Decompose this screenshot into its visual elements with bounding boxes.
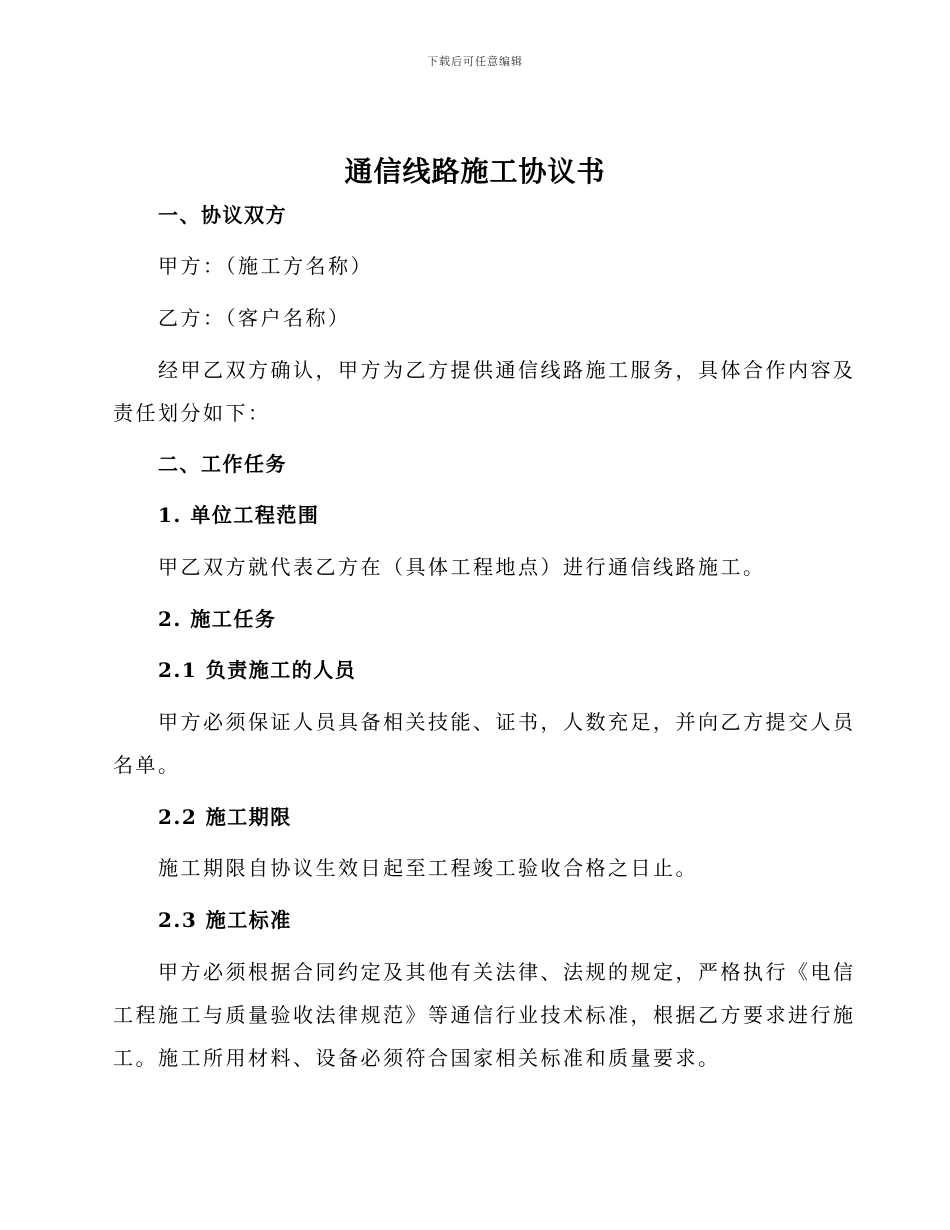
scope-text: 甲乙双方就代表乙方在（具体工程地点）进行通信线路施工。 [158,555,766,579]
subheading-standards: 2.3 施工标准 [158,908,292,932]
subheading-scope: 1. 单位工程范围 [158,503,320,527]
section-heading-parties: 一、协议双方 [158,203,287,227]
subheading-construction-tasks: 2. 施工任务 [158,607,277,631]
personnel-text-line-2: 名单。 [113,753,181,777]
standards-text-line-1: 甲方必须根据合同约定及其他有关法律、法规的规定，严格执行《电信 [158,960,856,984]
document-title: 通信线路施工协议书 [344,155,606,188]
party-b-line: 乙方：（客户名称） [158,306,351,330]
subheading-personnel: 2.1 负责施工的人员 [158,658,357,682]
intro-paragraph-line-1: 经甲乙双方确认，甲方为乙方提供通信线路施工服务，具体合作内容及 [158,358,856,382]
intro-paragraph-line-2: 责任划分如下： [113,401,271,425]
standards-text-line-2: 工程施工与质量验收法律规范》等通信行业技术标准，根据乙方要求进行施 [113,1003,856,1027]
page-header: 下载后可任意编辑 [427,55,523,68]
personnel-text-line-1: 甲方必须保证人员具备相关技能、证书，人数充足，并向乙方提交人员 [158,710,856,734]
subheading-period: 2.2 施工期限 [158,805,292,829]
standards-text-line-3: 工。施工所用材料、设备必须符合国家相关标准和质量要求。 [113,1046,721,1070]
party-a-line: 甲方：（施工方名称） [158,254,373,278]
section-heading-tasks: 二、工作任务 [158,452,287,476]
period-text: 施工期限自协议生效日起至工程竣工验收合格之日止。 [158,856,698,880]
